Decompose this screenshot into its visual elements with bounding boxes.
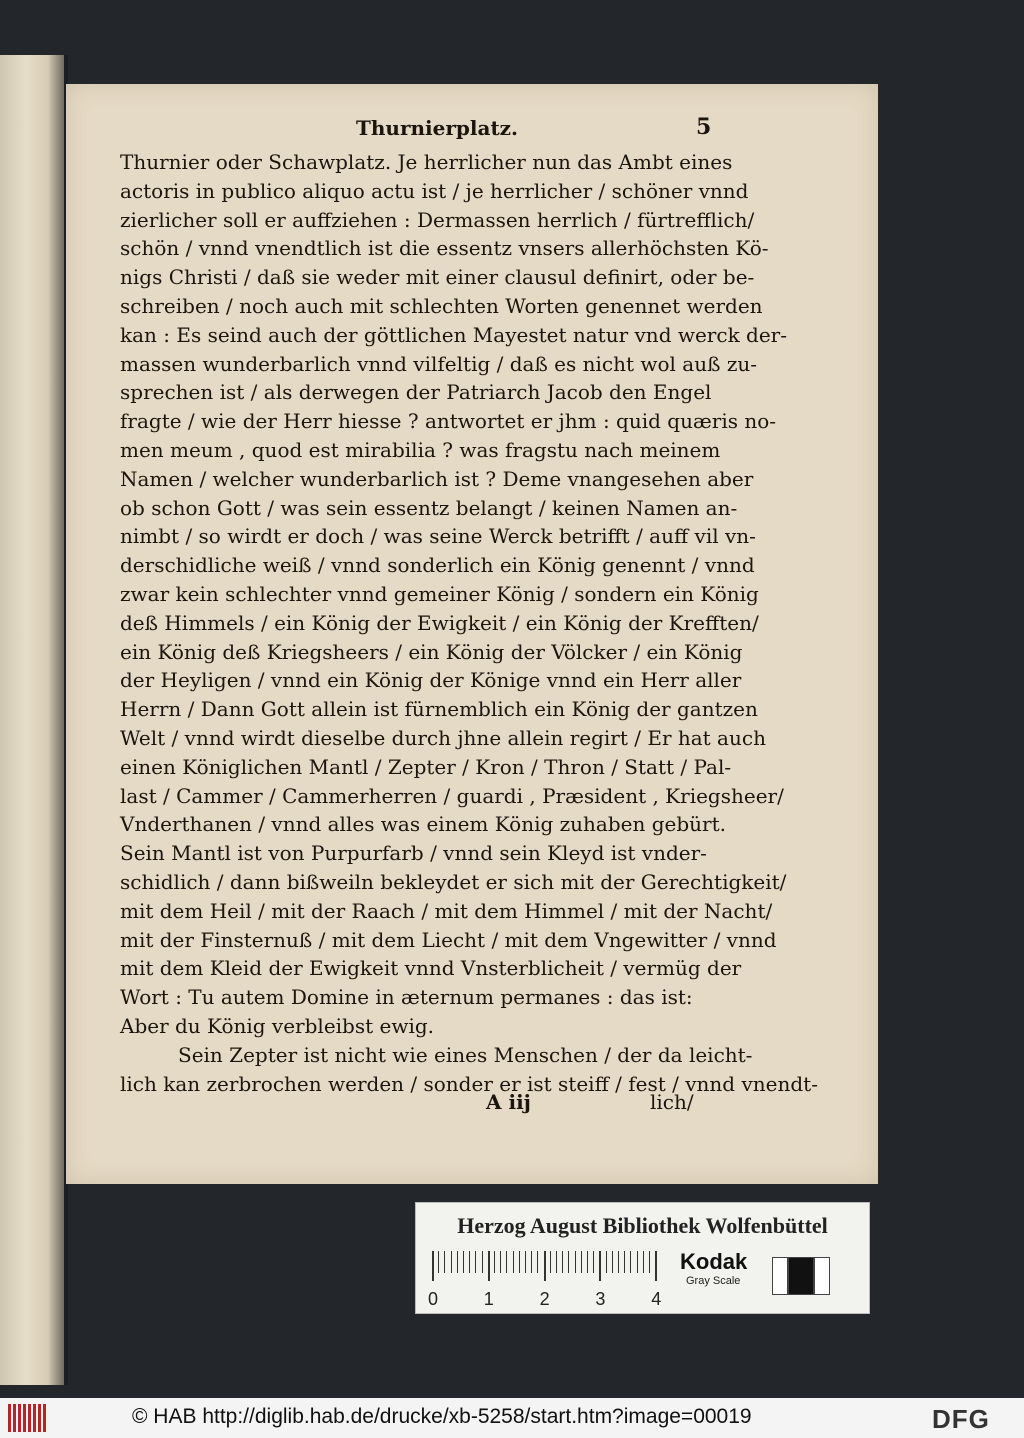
ruler-tick bbox=[475, 1251, 476, 1273]
white-swatch-2 bbox=[814, 1257, 830, 1295]
text-line: der Heyligen / vnnd ein König der Könige vnnd ein Herr aller bbox=[120, 668, 742, 693]
text-line: sprechen ist / als derwegen der Patriarch Jacob den Engel bbox=[120, 380, 712, 405]
barcode-icon bbox=[8, 1404, 46, 1432]
text-line: Namen / welcher wunderbarlich ist ? Deme vnangesehen aber bbox=[120, 466, 754, 491]
copyright-url[interactable]: © HAB http://diglib.hab.de/drucke/xb-5258/start.htm?image=00019 bbox=[132, 1405, 752, 1428]
text-line: zierlicher soll er auffziehen : Dermassen herrlich / fürtrefflich/ bbox=[120, 207, 755, 232]
ruler-tick bbox=[649, 1251, 650, 1273]
running-header: Thurnierplatz. bbox=[356, 116, 519, 140]
ruler-tick bbox=[599, 1251, 601, 1281]
ruler-tick bbox=[575, 1251, 576, 1273]
text-line: deß Himmels / ein König der Ewigkeit / ein König der Krefften/ bbox=[120, 610, 759, 635]
ruler-tick bbox=[544, 1251, 546, 1281]
viewer-footer bbox=[0, 1398, 1024, 1438]
text-line: derschidliche weiß / vnnd sonderlich ein König genennt / vnnd bbox=[120, 553, 755, 578]
page-number: 5 bbox=[696, 114, 712, 140]
ruler-number: 2 bbox=[539, 1289, 550, 1309]
text-line: fragte / wie der Herr hiesse ? antwortet er jhm : quid quæris no- bbox=[120, 409, 777, 434]
ruler-tick bbox=[587, 1251, 588, 1273]
ruler-number: 4 bbox=[651, 1289, 662, 1309]
text-line: actoris in publico aliquo actu ist / je herrlicher / schöner vnnd bbox=[120, 178, 749, 203]
ruler-tick bbox=[618, 1251, 619, 1273]
library-color-card bbox=[415, 1202, 870, 1314]
ruler-tick bbox=[432, 1251, 434, 1281]
ruler-tick bbox=[643, 1251, 644, 1273]
kodak-logo: Kodak bbox=[680, 1249, 748, 1274]
ruler-tick bbox=[451, 1251, 452, 1273]
ruler-tick bbox=[637, 1251, 638, 1273]
text-line: men meum , quod est mirabilia ? was fragstu nach meinem bbox=[120, 437, 721, 462]
text-line: schidlich / dann bißweiln bekleydet er sich mit der Gerechtigkeit/ bbox=[120, 869, 787, 894]
ruler-tick bbox=[550, 1251, 551, 1273]
text-line: mit der Finsternuß / mit dem Liecht / mit dem Vngewitter / vnnd bbox=[120, 927, 777, 952]
ruler-number: 0 bbox=[428, 1289, 439, 1309]
ruler-tick bbox=[513, 1251, 514, 1273]
text-line: lich kan zerbrochen werden / sonder er ist steiff / fest / vnnd vnendt- bbox=[120, 1071, 818, 1096]
text-line: ob schon Gott / was sein essentz belangt / keinen Namen an- bbox=[120, 495, 738, 520]
gray-scale-label: Gray Scale bbox=[686, 1275, 741, 1287]
dfg-logo: DFG bbox=[932, 1404, 990, 1434]
ruler-tick bbox=[655, 1251, 657, 1281]
white-swatch bbox=[772, 1257, 788, 1295]
gutter-shadow bbox=[48, 55, 68, 1385]
ruler-tick bbox=[606, 1251, 607, 1273]
ruler-tick bbox=[444, 1251, 445, 1273]
text-line: kan : Es seind auch der göttlichen Mayestet natur vnd werck der- bbox=[120, 322, 788, 347]
text-line: Vnderthanen / vnnd alles was einem König zuhaben gebürt. bbox=[120, 812, 727, 837]
text-line: nigs Christi / daß sie weder mit einer clausul definirt, oder be- bbox=[120, 265, 755, 290]
signature-mark: A iij bbox=[486, 1090, 531, 1114]
ruler-tick bbox=[568, 1251, 569, 1273]
text-line: schön / vnnd vnendtlich ist die essentz vnsers allerhöchsten Kö- bbox=[120, 236, 769, 261]
text-line: Aber du König verbleibst ewig. bbox=[120, 1013, 435, 1038]
text-line: ein König deß Kriegsheers / ein König der Völcker / ein König bbox=[120, 639, 743, 664]
ruler-tick bbox=[612, 1251, 613, 1273]
text-line: nimbt / so wirdt er doch / was seine Werck betrifft / auff vil vn- bbox=[120, 524, 756, 549]
text-line: schreiben / noch auch mit schlechten Worten genennet werden bbox=[120, 293, 763, 318]
ruler-tick bbox=[519, 1251, 520, 1273]
ruler-tick bbox=[581, 1251, 582, 1273]
library-name: Herzog August Bibliothek Wolfenbüttel bbox=[457, 1213, 828, 1238]
text-line: mit dem Kleid der Ewigkeit vnnd Vnsterblicheit / vermüg der bbox=[120, 956, 742, 981]
ruler-tick bbox=[531, 1251, 532, 1273]
ruler-tick bbox=[630, 1251, 631, 1273]
catchword: lich/ bbox=[650, 1090, 694, 1114]
ruler-number: 1 bbox=[483, 1289, 494, 1309]
scale-ruler bbox=[428, 1247, 672, 1309]
ruler-tick bbox=[525, 1251, 526, 1273]
ruler-tick bbox=[593, 1251, 594, 1273]
text-line: zwar kein schlechter vnnd gemeiner König / sondern ein König bbox=[120, 581, 759, 606]
ruler-tick bbox=[500, 1251, 501, 1273]
text-line: Sein Mantl ist von Purpurfarb / vnnd sein Kleyd ist vnder- bbox=[120, 841, 707, 866]
text-line: einen Königlichen Mantl / Zepter / Kron / Thron / Statt / Pal- bbox=[120, 754, 732, 779]
ruler-tick bbox=[494, 1251, 495, 1273]
ruler-tick bbox=[488, 1251, 490, 1281]
ruler-tick bbox=[457, 1251, 458, 1273]
page-body bbox=[120, 148, 818, 1098]
text-line: last / Cammer / Cammerherren / guardi , Præsident , Kriegsheer/ bbox=[120, 783, 784, 808]
black-swatch bbox=[788, 1257, 814, 1295]
text-line: mit dem Heil / mit der Raach / mit dem Himmel / mit der Nacht/ bbox=[120, 898, 773, 923]
ruler-tick bbox=[624, 1251, 625, 1273]
ruler-tick bbox=[482, 1251, 483, 1273]
ruler-tick bbox=[556, 1251, 557, 1273]
ruler-tick bbox=[506, 1251, 507, 1273]
text-line: Welt / vnnd wirdt dieselbe durch jhne allein regirt / Er hat auch bbox=[120, 725, 766, 750]
text-line: Thurnier oder Schawplatz. Je herrlicher nun das Ambt eines bbox=[120, 150, 733, 174]
ruler-number: 3 bbox=[595, 1289, 606, 1309]
text-line: massen wunderbarlich vnnd vilfeltig / daß es nicht wol auß zu- bbox=[120, 351, 757, 376]
ruler-tick bbox=[537, 1251, 538, 1273]
text-line: Herrn / Dann Gott allein ist fürnemblich ein König der gantzen bbox=[120, 697, 758, 722]
ruler-tick bbox=[438, 1251, 439, 1273]
text-line: Wort : Tu autem Domine in æternum permanes : das ist: bbox=[120, 985, 693, 1010]
text-line: Sein Zepter ist nicht wie eines Menschen / der da leicht- bbox=[178, 1042, 753, 1067]
ruler-tick bbox=[469, 1251, 470, 1273]
ruler-tick bbox=[463, 1251, 464, 1273]
ruler-tick bbox=[562, 1251, 563, 1273]
